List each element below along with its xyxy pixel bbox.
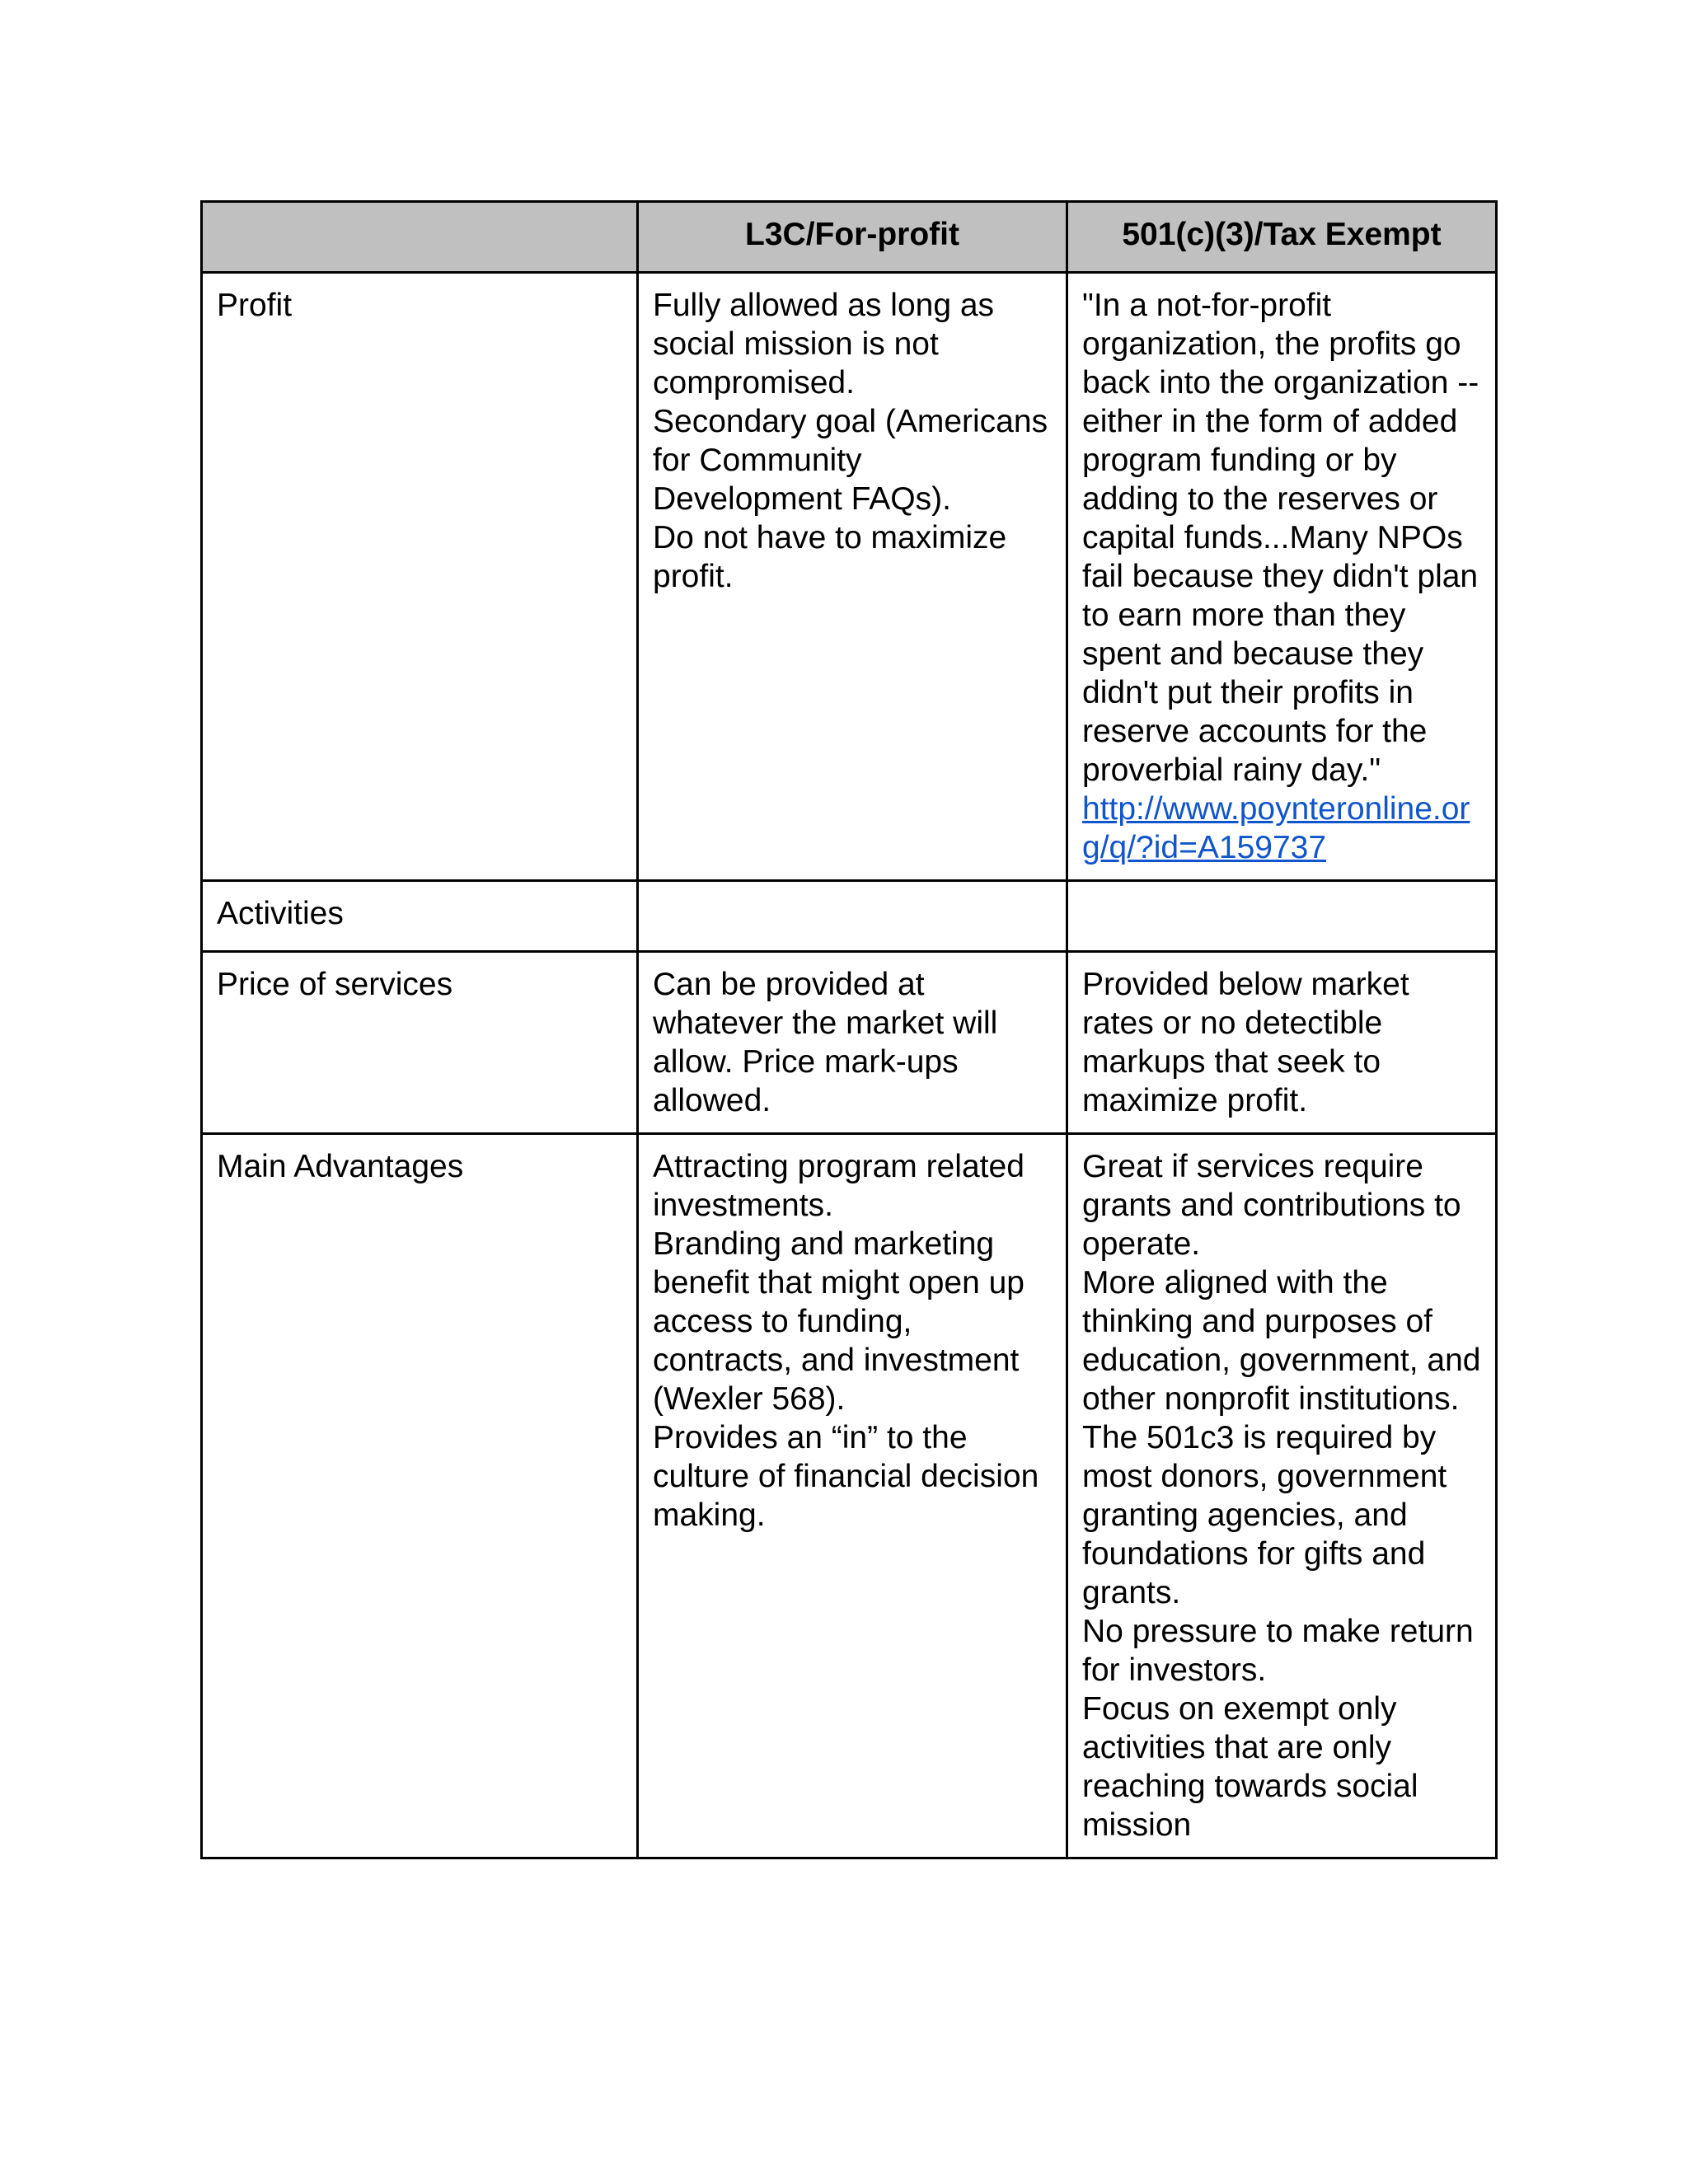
cell-advantages-l3c <box>638 1134 1067 1858</box>
text-line: More aligned with the thinking and purposes of education, government, and other nonprofit institutions. The 501c3 is required by most donors, government granting agencies, and foundations for gifts and grants. <box>1082 1265 1481 1610</box>
header-blank <box>202 202 638 273</box>
row-label-advantages: Main Advantages <box>202 1134 638 1858</box>
table-row-activities <box>202 881 1497 952</box>
table-row-profit <box>202 273 1497 881</box>
row-label-profit: Profit <box>202 273 638 881</box>
cell-advantages-501c3 <box>1067 1134 1497 1858</box>
row-label-price: Price of services <box>202 952 638 1134</box>
table-row-advantages <box>202 1134 1497 1858</box>
source-link[interactable]: http://www.poynteronline.org/q/?id=A159737 <box>1082 791 1470 865</box>
cell-activities-501c3 <box>1067 881 1497 952</box>
header-l3c: L3C/For-profit <box>638 202 1067 273</box>
text-line: Great if services require grants and contributions to operate. <box>1082 1149 1461 1262</box>
table-row-price <box>202 952 1497 1134</box>
text-line: Fully allowed as long as social mission is not compromised. <box>653 288 995 401</box>
header-501c3: 501(c)(3)/Tax Exempt <box>1067 202 1497 273</box>
text-line: Do not have to maximize profit. <box>653 520 1007 594</box>
comparison-table <box>200 200 1498 1859</box>
header-row <box>202 202 1497 273</box>
text-line: Secondary goal (Americans for Community Development FAQs). <box>653 404 1048 517</box>
text-line: Provides an “in” to the culture of financial decision making. <box>653 1420 1039 1533</box>
cell-profit-l3c <box>638 273 1067 881</box>
text-line: Attracting program related investments. <box>653 1149 1025 1223</box>
text-line: No pressure to make return for investors. <box>1082 1614 1474 1688</box>
cell-price-501c3 <box>1067 952 1497 1134</box>
text-line: Provided below market rates or no detectible markups that seek to maximize profit. <box>1082 967 1409 1118</box>
cell-profit-501c3 <box>1067 273 1497 881</box>
quote-text: "In a not-for-profit organization, the profits go back into the organization -- either in the form of added program funding or by adding to the reserves or capital funds...Many NPOs fail because they didn't plan to earn more than they spent and because they didn't put their profits in reserve accounts for the proverbial rainy day." <box>1082 288 1479 788</box>
text-line: Focus on exempt only activities that are only reaching towards social mission <box>1082 1691 1418 1843</box>
row-label-activities: Activities <box>202 881 638 952</box>
text-line: Can be provided at whatever the market will allow. Price mark-ups allowed. <box>653 967 998 1118</box>
cell-price-l3c <box>638 952 1067 1134</box>
text-line: Branding and marketing benefit that might open up access to funding, contracts, and investment (Wexler 568). <box>653 1226 1025 1417</box>
cell-activities-l3c <box>638 881 1067 952</box>
